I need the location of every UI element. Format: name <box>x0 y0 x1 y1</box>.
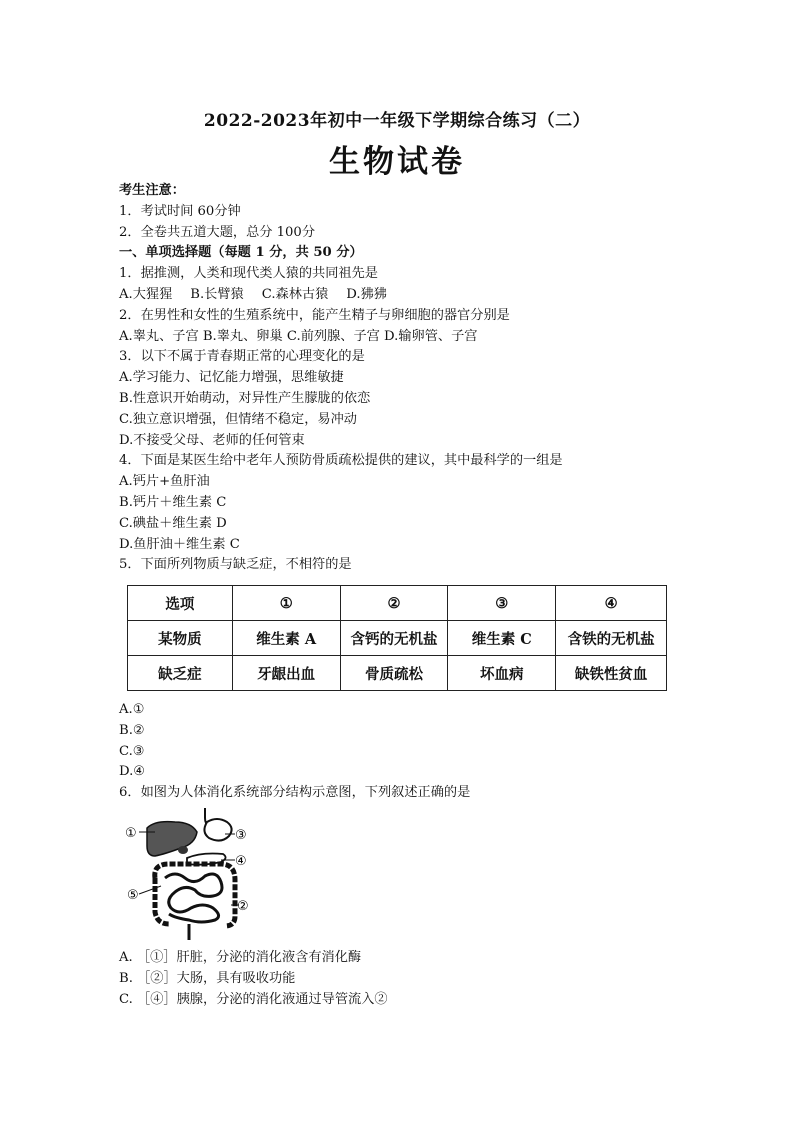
table-cell: 选项 <box>128 586 233 621</box>
option: D.鱼肝油＋维生素 C <box>119 536 240 552</box>
option: D.输卵管、子宫 <box>384 328 478 344</box>
option: B.睾丸、卵巢 <box>202 328 283 344</box>
question-stem: 5．下面所列物质与缺乏症，不相符的是 <box>119 557 352 573</box>
table-cell: 牙龈出血 <box>232 656 340 691</box>
figure-label: ④ <box>235 854 247 869</box>
large-intestine-shape <box>155 864 235 926</box>
question-stem: 6．如图为人体消化系统部分结构示意图，下列叙述正确的是 <box>119 785 471 801</box>
table-cell: 坏血病 <box>448 656 556 691</box>
question-options <box>119 327 719 348</box>
table-row <box>128 586 667 621</box>
stomach-shape <box>204 819 231 841</box>
option: B.② <box>119 722 145 738</box>
table-cell: 含钙的无机盐 <box>340 621 448 656</box>
question-stem: 4．下面是某医生给中老年人预防骨质疏松提供的建议，其中最科学的一组是 <box>119 453 563 469</box>
liver-shape <box>147 822 197 856</box>
option: C.前列腺、子宫 <box>286 328 380 344</box>
option: B. ［②］大肠，具有吸收功能 <box>119 970 296 986</box>
figure-label: ③ <box>235 828 247 843</box>
table-row <box>128 656 667 691</box>
table-cell: 含铁的无机盐 <box>556 621 667 656</box>
table-cell: 缺乏症 <box>128 656 233 691</box>
table-cell: ④ <box>556 586 667 621</box>
exam-title: 2022-2023年初中一年级下学期综合练习（二） <box>203 111 591 131</box>
table-row <box>128 621 667 656</box>
small-intestine-shape <box>165 874 222 922</box>
subject-title: 生物试卷 <box>329 144 465 180</box>
option: D.不接受父母、老师的任何管束 <box>119 432 305 448</box>
option: A. ［①］肝脏，分泌的消化液含有消化酶 <box>119 950 362 965</box>
option: A.① <box>119 702 145 717</box>
section-heading: 一、单项选择题（每题 1 分，共 50 分） <box>119 245 363 261</box>
exam-body <box>119 181 719 576</box>
figure-label: ① <box>125 826 137 841</box>
option: A.学习能力、记忆能力增强，思维敏捷 <box>119 370 344 386</box>
question-options <box>119 285 719 306</box>
option: B.性意识开始萌动，对异性产生朦胧的依恋 <box>119 390 371 406</box>
option: A.睾丸、子宫 <box>119 328 199 344</box>
gallbladder-shape <box>178 846 188 854</box>
table-cell: 维生素 A <box>232 621 340 656</box>
option: A.钙片+鱼肝油 <box>119 474 210 490</box>
option: D.④ <box>119 764 146 780</box>
option: C.③ <box>119 743 145 759</box>
question-stem: 2．在男性和女性的生殖系统中，能产生精子与卵细胞的器官分别是 <box>119 307 510 323</box>
option: C.独立意识增强，但情绪不稳定，易冲动 <box>119 411 357 427</box>
deficiency-table <box>127 585 667 691</box>
table-cell: 缺铁性贫血 <box>556 656 667 691</box>
table-cell: ③ <box>448 586 556 621</box>
notice-heading: 考生注意： <box>119 183 185 198</box>
table-cell: ② <box>340 586 448 621</box>
table-cell: ① <box>232 586 340 621</box>
figure-label: ② <box>237 899 249 914</box>
large-intestine-left <box>155 878 169 924</box>
figure-label: ⑤ <box>127 888 139 903</box>
option: B.钙片＋维生素 C <box>119 494 227 510</box>
table-cell: 某物质 <box>128 621 233 656</box>
question-stem: 3．以下不属于青春期正常的心理变化的是 <box>119 349 365 365</box>
notice-item: 1．考试时间 60分钟 <box>119 203 241 219</box>
option: C.森林古猿 <box>261 286 329 302</box>
option: C.碘盐＋维生素 D <box>119 515 227 531</box>
table-cell: 骨质疏松 <box>340 656 448 691</box>
notice-item: 2．全卷共五道大题，总分 100分 <box>119 224 316 240</box>
q6-options <box>119 948 719 1010</box>
option: A.大猩猩 <box>119 286 173 302</box>
digestive-system-diagram <box>125 808 255 943</box>
option: C. ［④］胰腺，分泌的消化液通过导管流入② <box>119 991 388 1007</box>
q5-options <box>119 700 719 804</box>
option: B.长臂猿 <box>190 286 244 302</box>
option: D.狒狒 <box>346 286 387 302</box>
table-cell: 维生素 C <box>448 621 556 656</box>
question-stem: 1．据推测，人类和现代类人猿的共同祖先是 <box>119 266 378 282</box>
